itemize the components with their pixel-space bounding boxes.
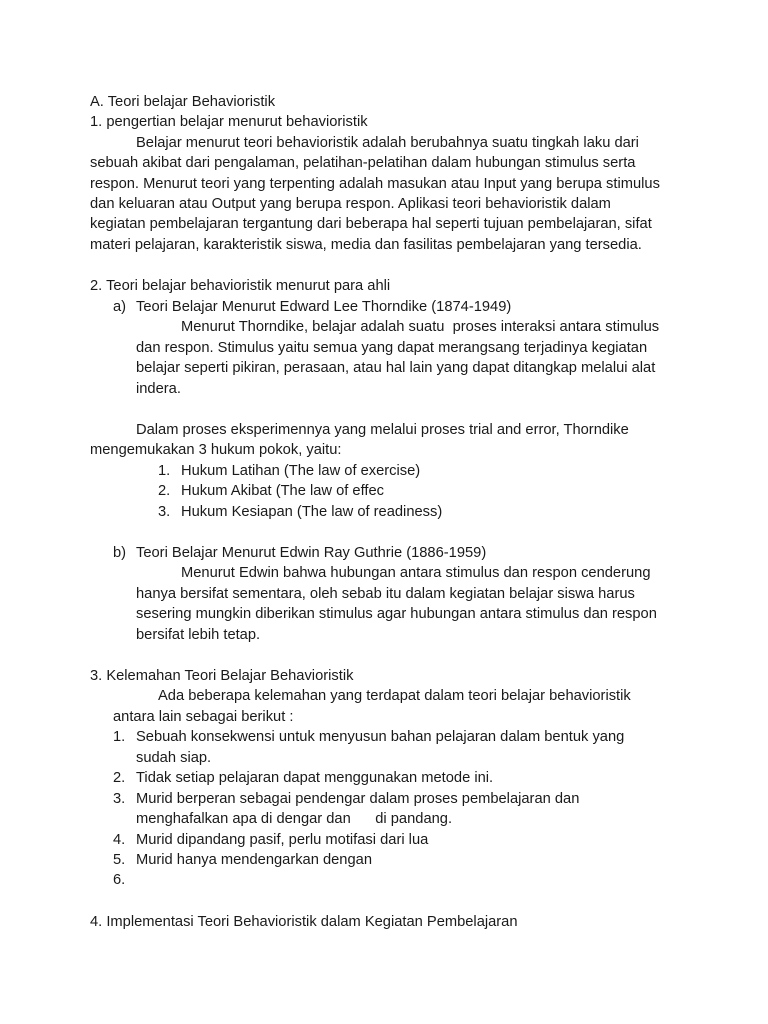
paragraph-line: respon. Menurut teori yang terpenting adalah masukan atau Input yang berupa stimulus	[90, 176, 660, 192]
weakness-item: Murid dipandang pasif, perlu motifasi dari lua	[136, 832, 429, 848]
list-number: 2.	[158, 483, 171, 499]
paragraph-line: dan respon. Stimulus yaitu semua yang dapat merangsang terjadinya kegiatan	[136, 340, 648, 356]
list-number: 2.	[113, 770, 126, 786]
list-marker-b: b)	[113, 545, 127, 561]
paragraph-line: Belajar menurut teori behavioristik adalah berubahnya suatu tingkah laku dari	[136, 135, 639, 151]
weakness-item-continued: sudah siap.	[136, 750, 212, 766]
law-item: Hukum Akibat (The law of effec	[181, 483, 384, 499]
weakness-item: Sebuah konsekwensi untuk menyusun bahan pelajaran dalam bentuk yang	[136, 729, 625, 745]
list-number: 3.	[158, 504, 171, 520]
weakness-item-continued: menghafalkan apa di dengar dan di pandang.	[136, 811, 453, 827]
paragraph-line: Ada beberapa kelemahan yang terdapat dalam teori belajar behavioristik	[158, 688, 631, 704]
weakness-item: Murid hanya mendengarkan dengan	[136, 852, 372, 868]
paragraph-line: materi pelajaran, karakteristik siswa, media dan fasilitas pembelajaran yang tersedia.	[90, 237, 642, 253]
list-number: 1.	[113, 729, 126, 745]
section-a-heading: A. Teori belajar Behavioristik	[90, 94, 276, 110]
weakness-item: Tidak setiap pelajaran dapat menggunakan metode ini.	[136, 770, 494, 786]
paragraph-line: indera.	[136, 381, 181, 397]
list-number: 6.	[113, 872, 126, 888]
paragraph-line: hanya bersifat sementara, oleh sebab itu dalam kegiatan belajar siswa harus	[136, 586, 635, 602]
paragraph-line: mengemukakan 3 hukum pokok, yaitu:	[90, 442, 342, 458]
law-item: Hukum Latihan (The law of exercise)	[181, 463, 421, 479]
paragraph-line: Dalam proses eksperimennya yang melalui proses trial and error, Thorndike	[136, 422, 629, 438]
paragraph-line: kegiatan pembelajaran tergantung dari beberapa hal seperti tujuan pembelajaran, sifat	[90, 216, 652, 232]
section-2-heading: 2. Teori belajar behavioristik menurut para ahli	[90, 278, 391, 294]
list-number: 4.	[113, 832, 126, 848]
paragraph-line: dan keluaran atau Output yang berupa respon. Aplikasi teori behavioristik dalam	[90, 196, 611, 212]
paragraph-line: sesering mungkin diberikan stimulus agar hubungan antara stimulus dan respon	[136, 606, 657, 622]
section-3-heading: 3. Kelemahan Teori Belajar Behavioristik	[90, 668, 354, 684]
law-item: Hukum Kesiapan (The law of readiness)	[181, 504, 443, 520]
paragraph-line: belajar seperti pikiran, perasaan, atau hal lain yang dapat ditangkap melalui alat	[136, 360, 656, 376]
paragraph-line: sebuah akibat dari pengalaman, pelatihan-pelatihan dalam hubungan stimulus serta	[90, 155, 636, 171]
list-number: 1.	[158, 463, 171, 479]
list-number: 3.	[113, 791, 126, 807]
thorndike-title: Teori Belajar Menurut Edward Lee Thorndike (1874-1949)	[136, 299, 512, 315]
guthrie-title: Teori Belajar Menurut Edwin Ray Guthrie (1886-1959)	[136, 545, 487, 561]
subsection-1-heading: 1. pengertian belajar menurut behavioristik	[90, 114, 368, 130]
paragraph-line: bersifat lebih tetap.	[136, 627, 261, 643]
weakness-item: Murid berperan sebagai pendengar dalam proses pembelajaran dan	[136, 791, 580, 807]
paragraph-line: Menurut Edwin bahwa hubungan antara stimulus dan respon cenderung	[181, 565, 651, 581]
list-marker-a: a)	[113, 299, 127, 315]
list-number: 5.	[113, 852, 126, 868]
paragraph-line: antara lain sebagai berikut :	[113, 709, 294, 725]
paragraph-line: Menurut Thorndike, belajar adalah suatu proses interaksi antara stimulus	[181, 319, 660, 335]
section-4-heading: 4. Implementasi Teori Behavioristik dalam Kegiatan Pembelajaran	[90, 914, 518, 930]
